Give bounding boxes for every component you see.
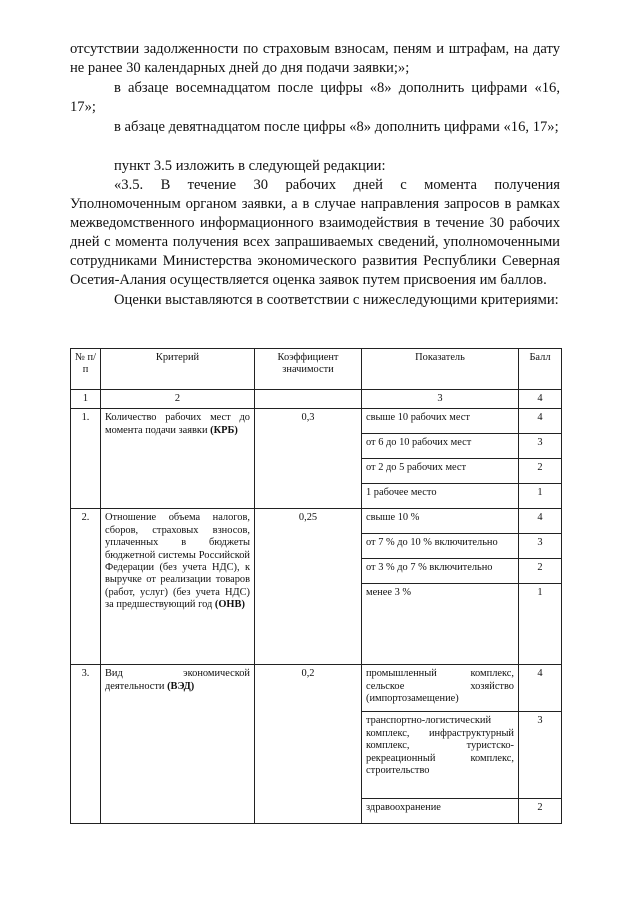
indicator-cell: от 2 до 5 рабочих мест xyxy=(362,459,519,484)
paragraph-5: «3.5. В течение 30 рабочих дней с момента получения Уполномоченным органом заявки, а в случае направления запросов в рамках межведомственного информационного взаимодействия в течение 30 рабочих дней с момента получения всех запрашиваемых сведений, уполномоченными сотрудниками Министерства экономического развития Республики Северная Осетия-Алания осуществляется оценка заявок путем присвоения им баллов. xyxy=(70,177,560,288)
score-cell: 2 xyxy=(519,559,562,584)
row-criterion xyxy=(101,409,255,509)
indicator-cell: от 7 % до 10 % включительно xyxy=(362,534,519,559)
col-number-4: 4 xyxy=(519,390,562,409)
row-criterion xyxy=(101,509,255,665)
paragraph-6: Оценки выставляются в соответствии с нижеследующими критериями: xyxy=(114,292,559,308)
header-score: Балл xyxy=(519,349,562,390)
criterion-text: Вид экономической деятельности xyxy=(105,668,250,692)
header-indicator: Показатель xyxy=(362,349,519,390)
row-num: 3. xyxy=(71,665,101,824)
score-cell: 3 xyxy=(519,712,562,799)
row-coef: 0,2 xyxy=(255,665,362,824)
row-criterion xyxy=(101,665,255,824)
row-num: 2. xyxy=(71,509,101,665)
indicator-cell: от 3 % до 7 % включительно xyxy=(362,559,519,584)
paragraph-4: пункт 3.5 изложить в следующей редакции: xyxy=(114,158,386,174)
indicator-cell: 1 рабочее место xyxy=(362,484,519,509)
paragraph-2: в абзаце восемнадцатом после цифры «8» дополнить цифрами «16, 17»; xyxy=(70,80,560,115)
criterion-abbr: (ОНВ) xyxy=(214,599,245,611)
indicator-cell: свыше 10 рабочих мест xyxy=(362,409,519,434)
score-cell: 4 xyxy=(519,665,562,712)
row-num: 1. xyxy=(71,409,101,509)
table-row xyxy=(71,509,562,534)
col-number-2: 2 xyxy=(101,390,255,409)
score-cell: 1 xyxy=(519,584,562,665)
header-criterion: Критерий xyxy=(101,349,255,390)
paragraph-1: отсутствии задолженности по страховым взносам, пеням и штрафам, на дату не ранее 30 календарных дней до дня подачи заявки;»; xyxy=(70,41,560,76)
indicator-cell: транспортно-логистический комплекс, инфраструктурный комплекс, туристско-рекреационный комплекс, строительство xyxy=(362,712,519,799)
table-header-row xyxy=(71,349,562,390)
criterion-abbr: (ВЭД) xyxy=(167,680,195,692)
indicator-cell: от 6 до 10 рабочих мест xyxy=(362,434,519,459)
indicator-cell: свыше 10 % xyxy=(362,509,519,534)
criterion-text: Количество рабочих мест до момента подачи заявки xyxy=(105,412,250,436)
indicator-cell: менее 3 % xyxy=(362,584,519,665)
score-cell: 4 xyxy=(519,509,562,534)
criteria-table xyxy=(70,348,562,824)
criterion-abbr: (КРБ) xyxy=(210,424,238,436)
score-cell: 1 xyxy=(519,484,562,509)
col-number-1: 1 xyxy=(71,390,101,409)
score-cell: 4 xyxy=(519,409,562,434)
col-number-empty xyxy=(255,390,362,409)
header-coef: Коэффициент значимости xyxy=(255,349,362,390)
score-cell: 2 xyxy=(519,459,562,484)
score-cell: 2 xyxy=(519,799,562,824)
row-coef: 0,25 xyxy=(255,509,362,665)
col-number-3: 3 xyxy=(362,390,519,409)
table-row xyxy=(71,665,562,712)
column-number-row xyxy=(71,390,562,409)
indicator-cell: промышленный комплекс, сельское хозяйство (импортозамещение) xyxy=(362,665,519,712)
indicator-cell: здравоохранение xyxy=(362,799,519,824)
header-num: № п/п xyxy=(71,349,101,390)
table-row xyxy=(71,409,562,434)
score-cell: 3 xyxy=(519,534,562,559)
criterion-text: Отношение объема налогов, сборов, страховых взносов, уплаченных в бюджеты бюджетной системы Российской Федерации (без учета НДС), к выручке от реализации товаров (работ, услуг) (без учета НДС) за предшествующий год xyxy=(105,512,250,611)
row-coef: 0,3 xyxy=(255,409,362,509)
score-cell: 3 xyxy=(519,434,562,459)
paragraph-3: в абзаце девятнадцатом после цифры «8» дополнить цифрами «16, 17»; xyxy=(114,119,559,135)
